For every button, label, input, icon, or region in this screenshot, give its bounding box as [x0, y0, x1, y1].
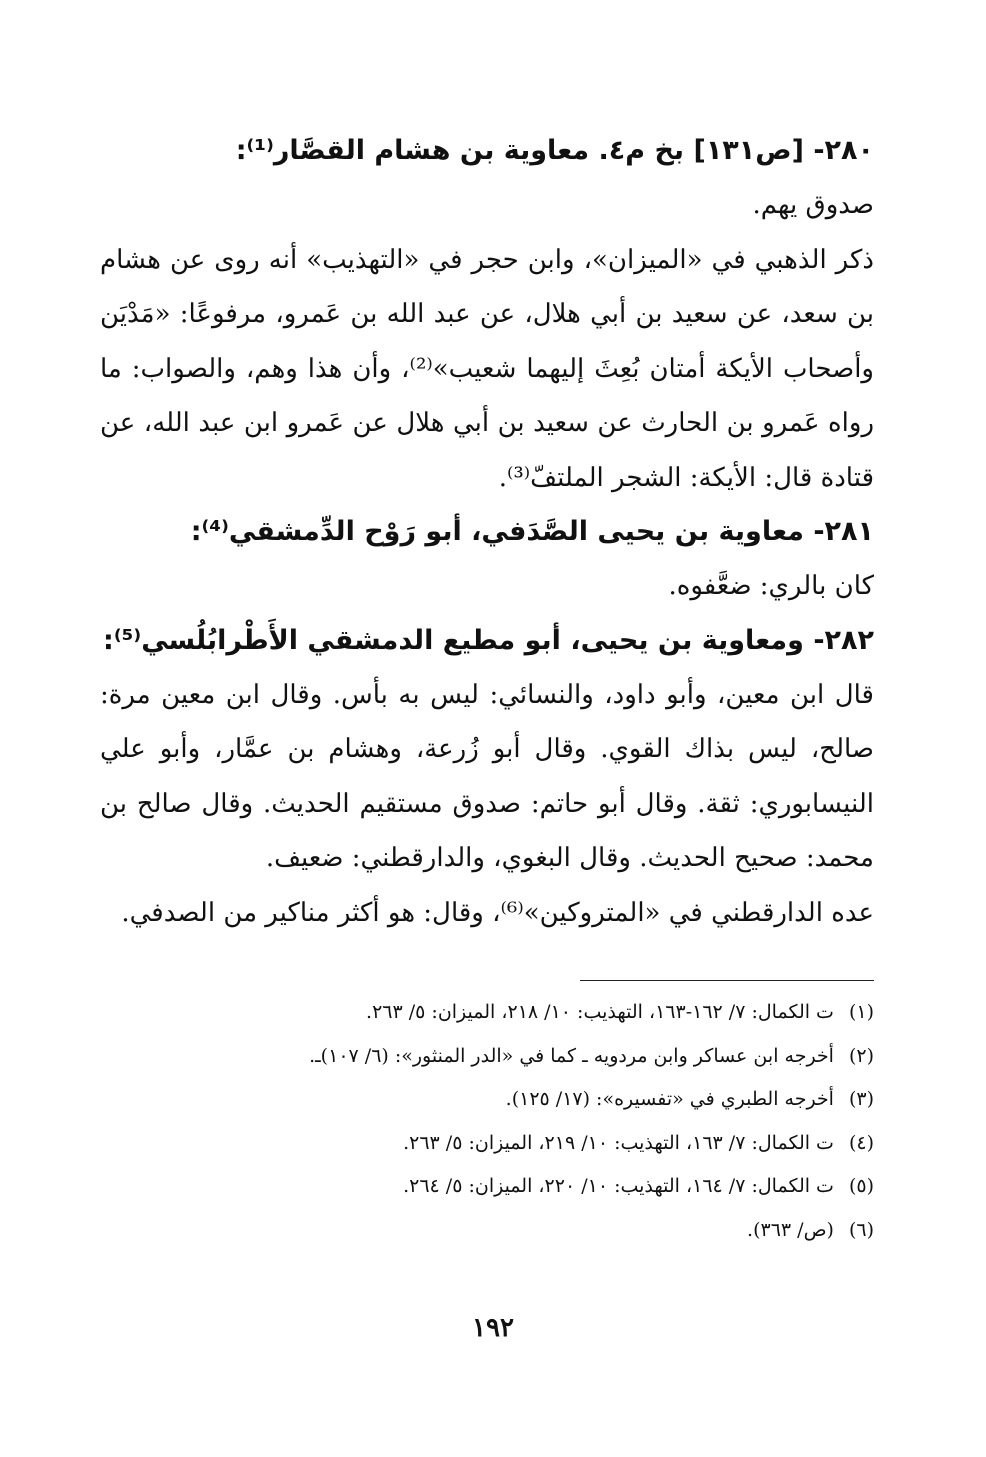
footnotes	[100, 991, 874, 1252]
footnote-number: (٤)	[848, 1131, 874, 1154]
footnote-number: (٣)	[848, 1088, 874, 1110]
entry-280-body: ذكر الذهبي في «الميزان»، وابن حجر في «التهذيب» أنه روى عن هشام بن سعد، عن سعيد بن أبي هلال، عن عبد الله بن عَمرو، مرفوعًا: «مَدْيَن وأصحاب الأيكة أمتان بُعِثَ إليهما شعيب»⁽²⁾، وأن هذا وهم، والصواب: ما رواه عَمرو بن الحارث عن سعيد بن أبي هلال عن عَمرو ابن عبد الله، عن قتادة قال: الأيكة: الشجر الملتفّ⁽³⁾.	[100, 244, 874, 493]
footnote-text: أخرجه الطبري في «تفسيره»: (١٧/ ١٢٥).	[505, 1088, 834, 1110]
footnote-number: (١)	[848, 1001, 874, 1023]
footnote-text: أخرجه ابن عساكر وابن مردويه ـ كما في «الدر المنثور»: (٦/ ١٠٧)ـ.	[309, 1044, 834, 1067]
footnote-number: (٥)	[848, 1175, 874, 1197]
entry-280-title: ٢٨٠- [ص١٣١] بخ م٤. معاوية بن هشام القصَّار⁽¹⁾:	[235, 135, 874, 166]
entry-281-body: كان بالري: ضعَّفوه.	[668, 571, 874, 601]
entry-280-verdict: صدوق يهم.	[752, 190, 874, 220]
entry-282-title: ٢٨٢- ومعاوية بن يحيى، أبو مطيع الدمشقي الأَطْرابُلُسي⁽⁵⁾:	[103, 624, 874, 656]
footnote-text: ت الكمال: ٧/ ١٦٤، التهذيب: ١٠/ ٢٢٠، الميزان: ٥/ ٢٦٤.	[403, 1175, 834, 1197]
footnote-separator	[580, 980, 874, 981]
footnote-text: (ص/ ٣٦٣).	[747, 1218, 834, 1241]
footnote-text: ت الكمال: ٧/ ١٦٢-١٦٣، التهذيب: ١٠/ ٢١٨، الميزان: ٥/ ٢٦٣.	[366, 1001, 834, 1023]
footnote-text: ت الكمال: ٧/ ١٦٣، التهذيب: ١٠/ ٢١٩، الميزان: ٥/ ٢٦٣.	[403, 1131, 834, 1154]
footnote-4	[100, 1122, 874, 1166]
entry-281-title: ٢٨١- معاوية بن يحيى الصَّدَفي، أبو رَوْح الدِّمشقي⁽⁴⁾:	[190, 516, 874, 547]
footnote-number: (٢)	[848, 1044, 874, 1067]
footnote-5	[100, 1165, 874, 1209]
footnote-number: (٦)	[848, 1218, 874, 1241]
footnote-6	[100, 1209, 874, 1253]
footnote-1	[100, 991, 874, 1035]
footnote-2	[100, 1035, 874, 1079]
footnote-3	[100, 1078, 874, 1122]
page-number: ١٩٢	[472, 1313, 514, 1343]
entry-282-note: عده الدارقطني في «المتروكين»⁽⁶⁾، وقال: هو أكثر مناكير من الصدفي.	[121, 897, 874, 928]
entry-282-body: قال ابن معين، وأبو داود، والنسائي: ليس به بأس. وقال ابن معين مرة: صالح، ليس بذاك القوي. وقال أبو زُرعة، وهشام بن عمَّار، وأبو علي النيسابوري: ثقة. وقال أبو حاتم: صدوق مستقيم الحديث. وقال صالح بن محمد: صحيح الحديث. وقال البغوي، والدارقطني: ضعيف.	[100, 679, 874, 873]
